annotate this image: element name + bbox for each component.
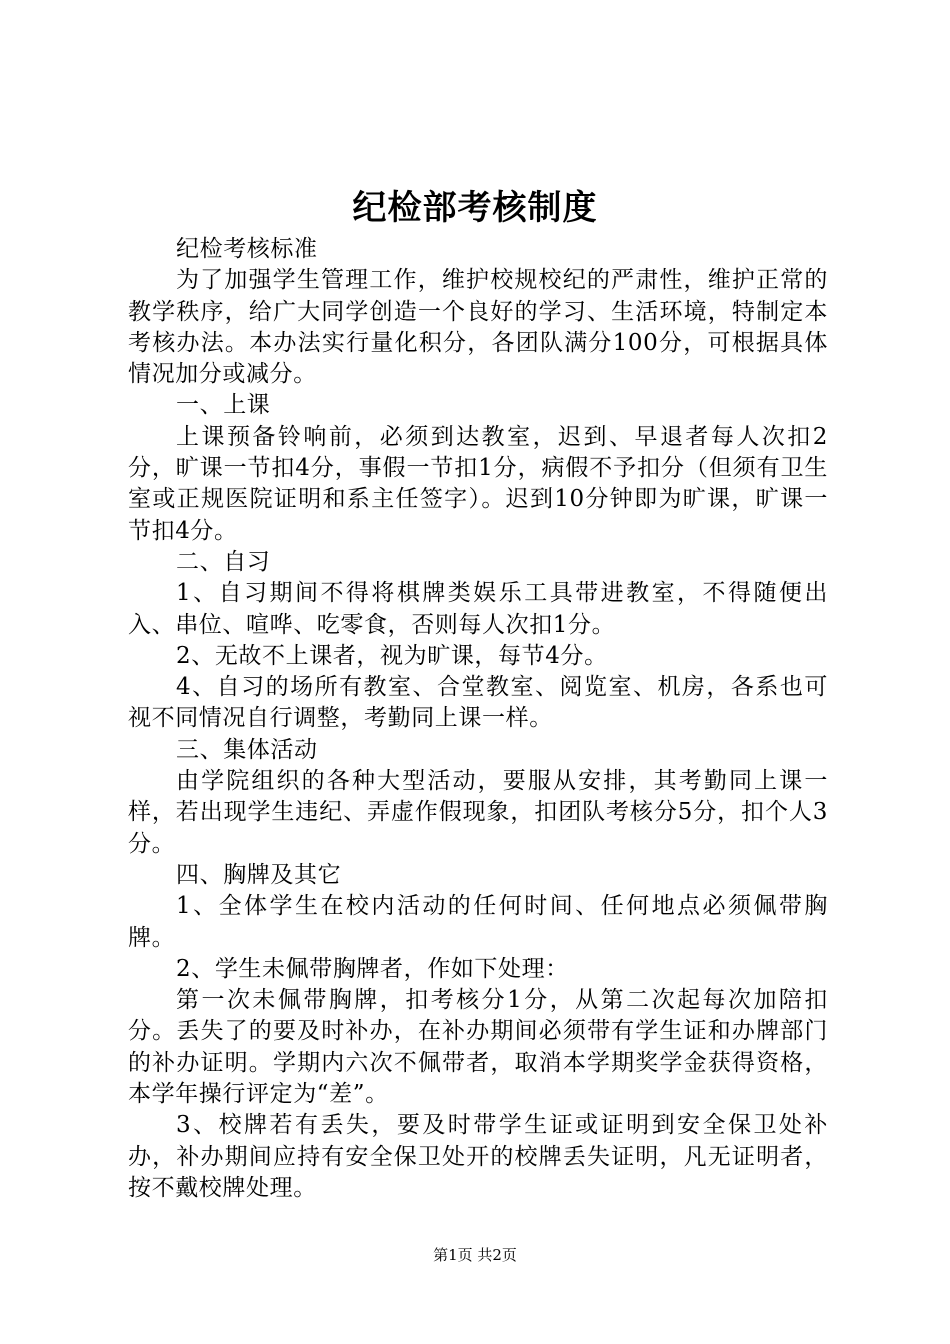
document-body — [128, 234, 828, 1204]
group-activity-paragraph: 由学院组织的各种大型活动，要服从安排，其考勤同上课一样，若出现学生违纪、弄虚作假现象，扣团队考核分5分，扣个人3分。 — [128, 768, 828, 857]
class-rules-paragraph: 上课预备铃响前，必须到达教室，迟到、早退者每人次扣2分，旷课一节扣4分，事假一节扣1分，病假不予扣分（但须有卫生室或正规医院证明和系主任签字）。迟到10分钟即为旷课，旷课一节扣4分。 — [128, 423, 828, 544]
badge-rule-3: 3、校牌若有丢失，要及时带学生证或证明到安全保卫处补办，补办期间应持有安全保卫处开的校牌丢失证明，凡无证明者，按不戴校牌处理。 — [128, 1112, 828, 1201]
section-heading-self-study: 二、自习 — [176, 548, 271, 575]
page-footer: 第1页 共2页 — [433, 1246, 517, 1264]
section-heading-badge: 四、胸牌及其它 — [176, 861, 342, 888]
intro-paragraph: 为了加强学生管理工作，维护校规校纪的严肃性，维护正常的教学秩序，给广大同学创造一个良好的学习、生活环境，特制定本考核办法。本办法实行量化积分，各团队满分100分，可根据具体情况加分或减分。 — [128, 267, 828, 388]
badge-rule-2-detail: 第一次未佩带胸牌，扣考核分1分，从第二次起每次加陪扣分。丢失了的要及时补办，在补办期间必须带有学生证和办牌部门的补办证明。学期内六次不佩带者，取消本学期奖学金获得资格，本学年操行评定为“差”。 — [128, 987, 828, 1108]
section-heading-standard: 纪检考核标准 — [176, 236, 318, 262]
self-study-rule-4: 4、自习的场所有教室、合堂教室、阅览室、机房，各系也可视不同情况自行调整，考勤同上课一样。 — [128, 674, 828, 732]
badge-rule-1: 1、全体学生在校内活动的任何时间、任何地点必须佩带胸牌。 — [128, 893, 828, 951]
section-heading-class: 一、上课 — [176, 392, 271, 419]
self-study-rule-2: 2、无故不上课者，视为旷课，每节4分。 — [176, 642, 608, 669]
document-title: 纪检部考核制度 — [352, 188, 598, 228]
section-heading-group-activity: 三、集体活动 — [176, 736, 318, 763]
badge-rule-2: 2、学生未佩带胸牌者，作如下处理： — [176, 955, 569, 982]
self-study-rule-1: 1、自习期间不得将棋牌类娱乐工具带进教室，不得随便出入、串位、喧哗、吃零食，否则每人次扣1分。 — [128, 580, 828, 638]
